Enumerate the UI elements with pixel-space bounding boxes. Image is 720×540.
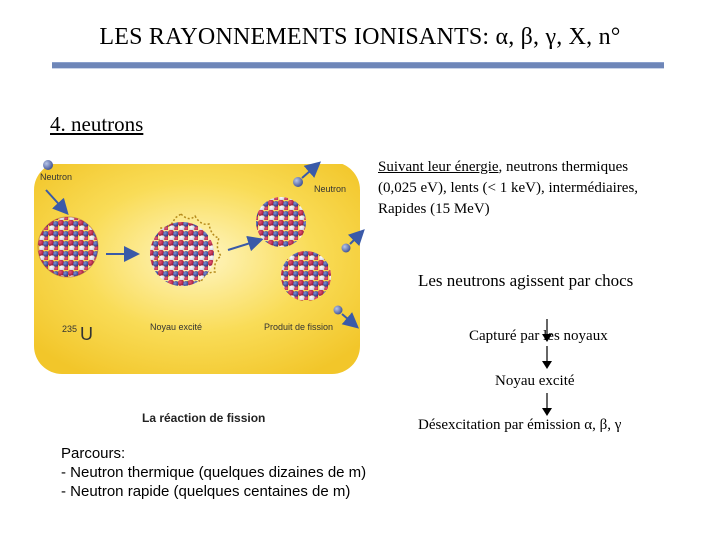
fission-product-top bbox=[256, 197, 306, 247]
figure-caption: La réaction de fission bbox=[142, 411, 266, 425]
label-u235-symbol: U bbox=[80, 324, 93, 344]
slide-title: LES RAYONNEMENTS IONISANTS: α, β, γ, X, n° bbox=[99, 24, 621, 50]
fission-figure bbox=[28, 150, 368, 430]
label-neutron-out: Neutron bbox=[314, 184, 347, 194]
flow-step-deexcitation: Désexcitation par émission α, β, γ bbox=[418, 417, 622, 433]
fission-diagram bbox=[28, 150, 368, 430]
fission-product-bottom bbox=[281, 251, 331, 301]
energy-underlined-text: Suivant leur énergie bbox=[378, 159, 499, 175]
parcours-thermal: - Neutron thermique (quelques dizaines de m) bbox=[61, 464, 367, 481]
outgoing-neutron-icon bbox=[293, 177, 303, 187]
section-heading: 4. neutrons bbox=[50, 112, 144, 136]
label-u235-number: 235 bbox=[62, 324, 78, 334]
title-divider bbox=[52, 62, 664, 68]
flow-arrow-3 bbox=[540, 393, 554, 417]
parcours-fast: - Neutron rapide (quelques centaines de m) bbox=[61, 483, 351, 500]
energy-line2: (0,025 eV), lents (< 1 keV), intermédiaires, bbox=[378, 180, 639, 196]
incoming-neutron-icon bbox=[43, 160, 53, 170]
label-fission-product: Produit de fission bbox=[264, 322, 334, 332]
u235-nucleus bbox=[38, 217, 98, 277]
label-excited-nucleus: Noyau excité bbox=[150, 322, 203, 332]
flow-step-captured: Capturé par les noyaux bbox=[469, 328, 608, 344]
parcours-heading: Parcours: bbox=[61, 445, 126, 462]
energy-line3: Rapides (15 MeV) bbox=[378, 201, 490, 217]
flow-step-excited: Noyau excité bbox=[495, 373, 575, 389]
label-neutron-in: Neutron bbox=[40, 172, 73, 182]
flow-arrow-2 bbox=[540, 346, 554, 370]
energy-paragraph bbox=[378, 157, 708, 220]
chocs-statement: Les neutrons agissent par chocs bbox=[418, 271, 634, 290]
parcours-block bbox=[61, 444, 366, 501]
energy-line1-rest: , neutrons thermiques bbox=[498, 159, 629, 175]
